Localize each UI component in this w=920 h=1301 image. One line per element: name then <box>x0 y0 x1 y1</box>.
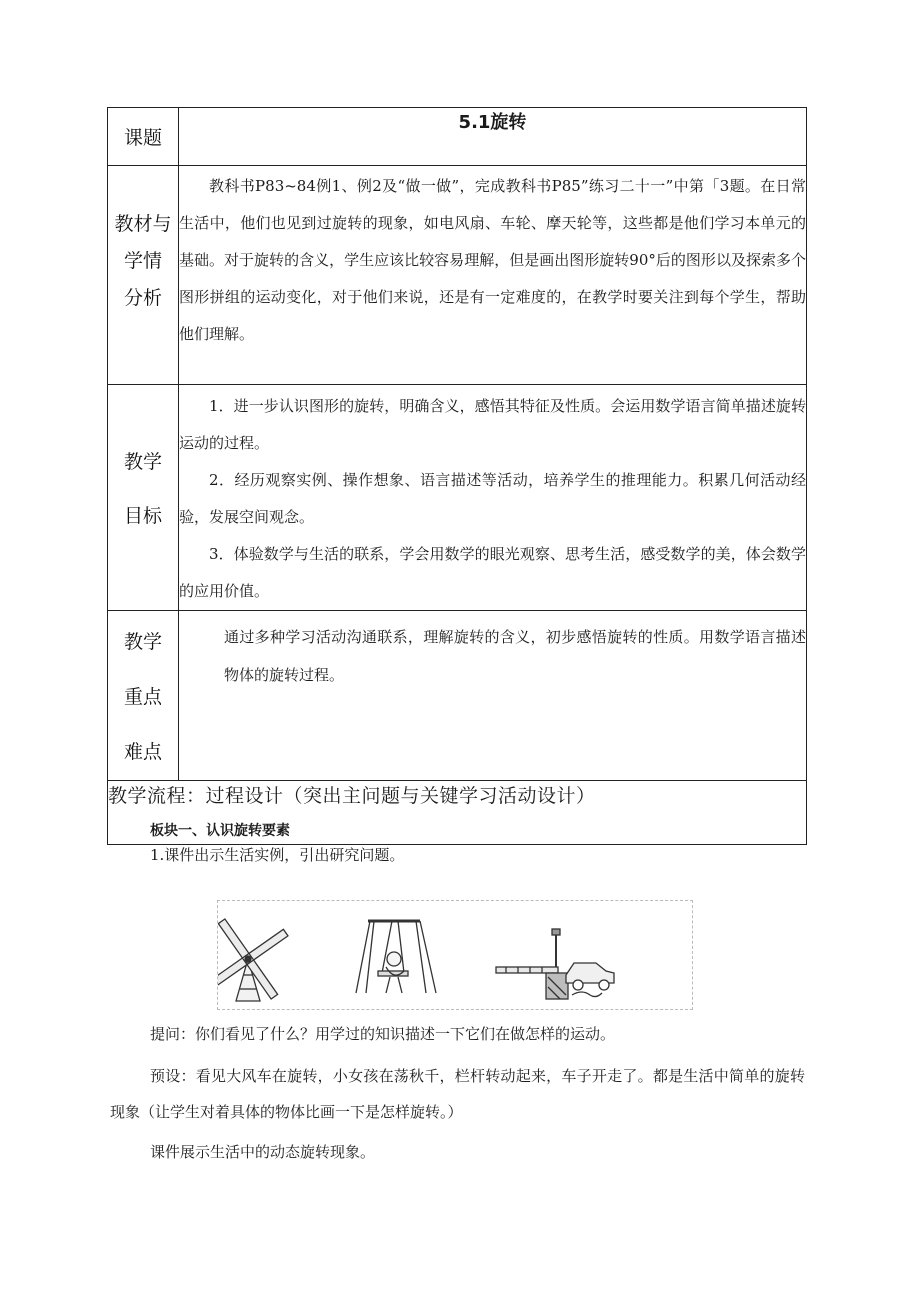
lesson-plan-table <box>107 107 807 845</box>
analysis-label-line-3: 分析 <box>123 287 162 309</box>
key-points-label-line-1: 教学 <box>123 631 162 653</box>
goal-item-2: 2．经历观察实例、操作想象、语言描述等活动，培养学生的推理能力。积累几何活动经验，发展空间观念。 <box>179 471 806 526</box>
key-points-content <box>179 611 807 781</box>
key-points-row <box>108 611 807 781</box>
analysis-label-line-2: 学情 <box>123 250 162 272</box>
illustration-svg <box>218 901 692 1009</box>
goal-item-1: 1．进一步认识图形的旋转，明确含义，感悟其特征及性质。会运用数学语言简单描述旋转运动的过程。 <box>179 397 806 452</box>
key-points-label-line-3: 难点 <box>123 741 162 763</box>
windmill-icon <box>218 901 312 1009</box>
key-points-label-line-2: 重点 <box>123 686 162 708</box>
goals-label-cell <box>108 385 179 611</box>
analysis-label-cell <box>108 166 179 385</box>
goals-content <box>179 385 807 611</box>
key-points-text: 通过多种学习活动沟通联系，理解旋转的含义，初步感悟旋转的性质。用数学语言描述物体的旋转过程。 <box>224 628 806 684</box>
analysis-row <box>108 166 807 385</box>
key-points-label-cell <box>108 611 179 781</box>
analysis-label-line-1: 教材与 <box>114 213 172 235</box>
swing-icon <box>356 921 436 993</box>
topic-label-cell <box>108 108 179 166</box>
question-paragraph: 提问：你们看见了什么？用学过的知识描述一下它们在做怎样的运动。 <box>150 1025 616 1043</box>
goal-item-3: 3．体验数学与生活的联系，学会用数学的眼光观察、思考生活，感受数学的美，体会数学的应用价值。 <box>179 545 806 600</box>
show-paragraph: 课件展示生活中的动态旋转现象。 <box>150 1143 376 1161</box>
goals-label-line-2: 目标 <box>123 505 162 527</box>
topic-title: 5.1旋转 <box>179 108 807 166</box>
flow-title: 教学流程：过程设计（突出主问题与关键学习活动设计） <box>108 781 807 845</box>
topic-label: 课题 <box>123 127 162 149</box>
analysis-content <box>179 166 807 385</box>
rotation-examples-illustration <box>217 900 693 1010</box>
preset-paragraph: 预设：看见大风车在旋转，小女孩在荡秋千，栏杆转动起来，车子开走了。都是生活中简单的旋转现象（让学生对着具体的物体比画一下是怎样旋转。） <box>110 1067 805 1121</box>
section-heading: 板块一、认识旋转要素 <box>150 823 290 839</box>
barrier-gate-icon <box>496 929 614 999</box>
goals-label-line-1: 教学 <box>123 451 162 473</box>
topic-row <box>108 108 807 166</box>
analysis-text: 教科书P83~84例1、例2及“做一做”，完成教科书P85”练习二十一”中第「3题。在日常生活中，他们也见到过旋转的现象，如电风扇、车轮、摩天轮等，这些都是他们学习本单元的基础。对于旋转的含义，学生应该比较容易理解，但是画出图形旋转90°后的图形以及探索多个图形拼组的运动变化，对于他们来说，还是有一定难度的，在教学时要关注到每个学生，帮助他们理解。 <box>179 177 806 343</box>
step-1-text: 1.课件出示生活实例，引出研究问题。 <box>150 846 405 864</box>
goals-row <box>108 385 807 611</box>
